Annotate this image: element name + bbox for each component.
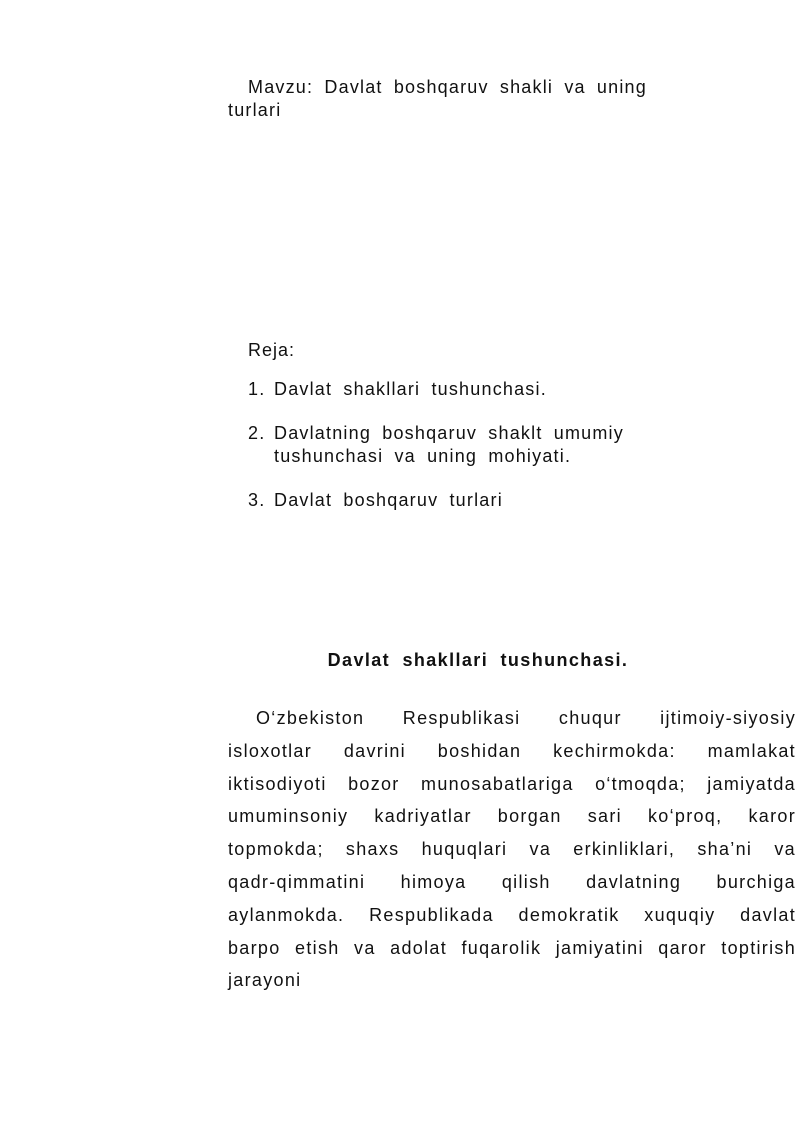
document-topic: Mavzu: Davlat boshqaruv shakli va uning turlari (228, 77, 647, 120)
plan-item (248, 378, 708, 401)
section-heading: Davlat shakllari tushunchasi. (327, 650, 629, 670)
plan-item-text: Davlat boshqaruv turlari (274, 490, 503, 510)
plan-item (248, 422, 708, 468)
plan-item (248, 489, 708, 512)
plan-list (248, 378, 708, 533)
plan-title: Reja: (248, 340, 296, 360)
plan-item-text: Davlat shakllari tushunchasi. (274, 379, 547, 399)
body-paragraph: O‘zbekiston Respublikasi chuqur ijtimoiy-siyosiy isloxotlar davrini boshidan kechirmokda: mamlakat iktisodiyoti bozor munosabatlariga o‘tmoqda; jamiyatda umuminsoniy kadriyatlar borgan sari ko‘proq, karor topmokda; shaxs huquqlari va erkinliklari, sha’ni va qadr-qimmatini himoya qilish davlatning burchiga aylanmokda. Respublikada demokratik xuquqiy davlat barpo etish va adolat fuqarolik jamiyatini qaror toptirish jarayoni (228, 708, 796, 991)
plan-item-text: Davlatning boshqaruv shaklt umumiy tushunchasi va uning mohiyati. (274, 423, 624, 466)
plan-item-number: 2. (248, 423, 266, 443)
plan-item-number: 3. (248, 490, 266, 510)
plan-item-number: 1. (248, 379, 266, 399)
